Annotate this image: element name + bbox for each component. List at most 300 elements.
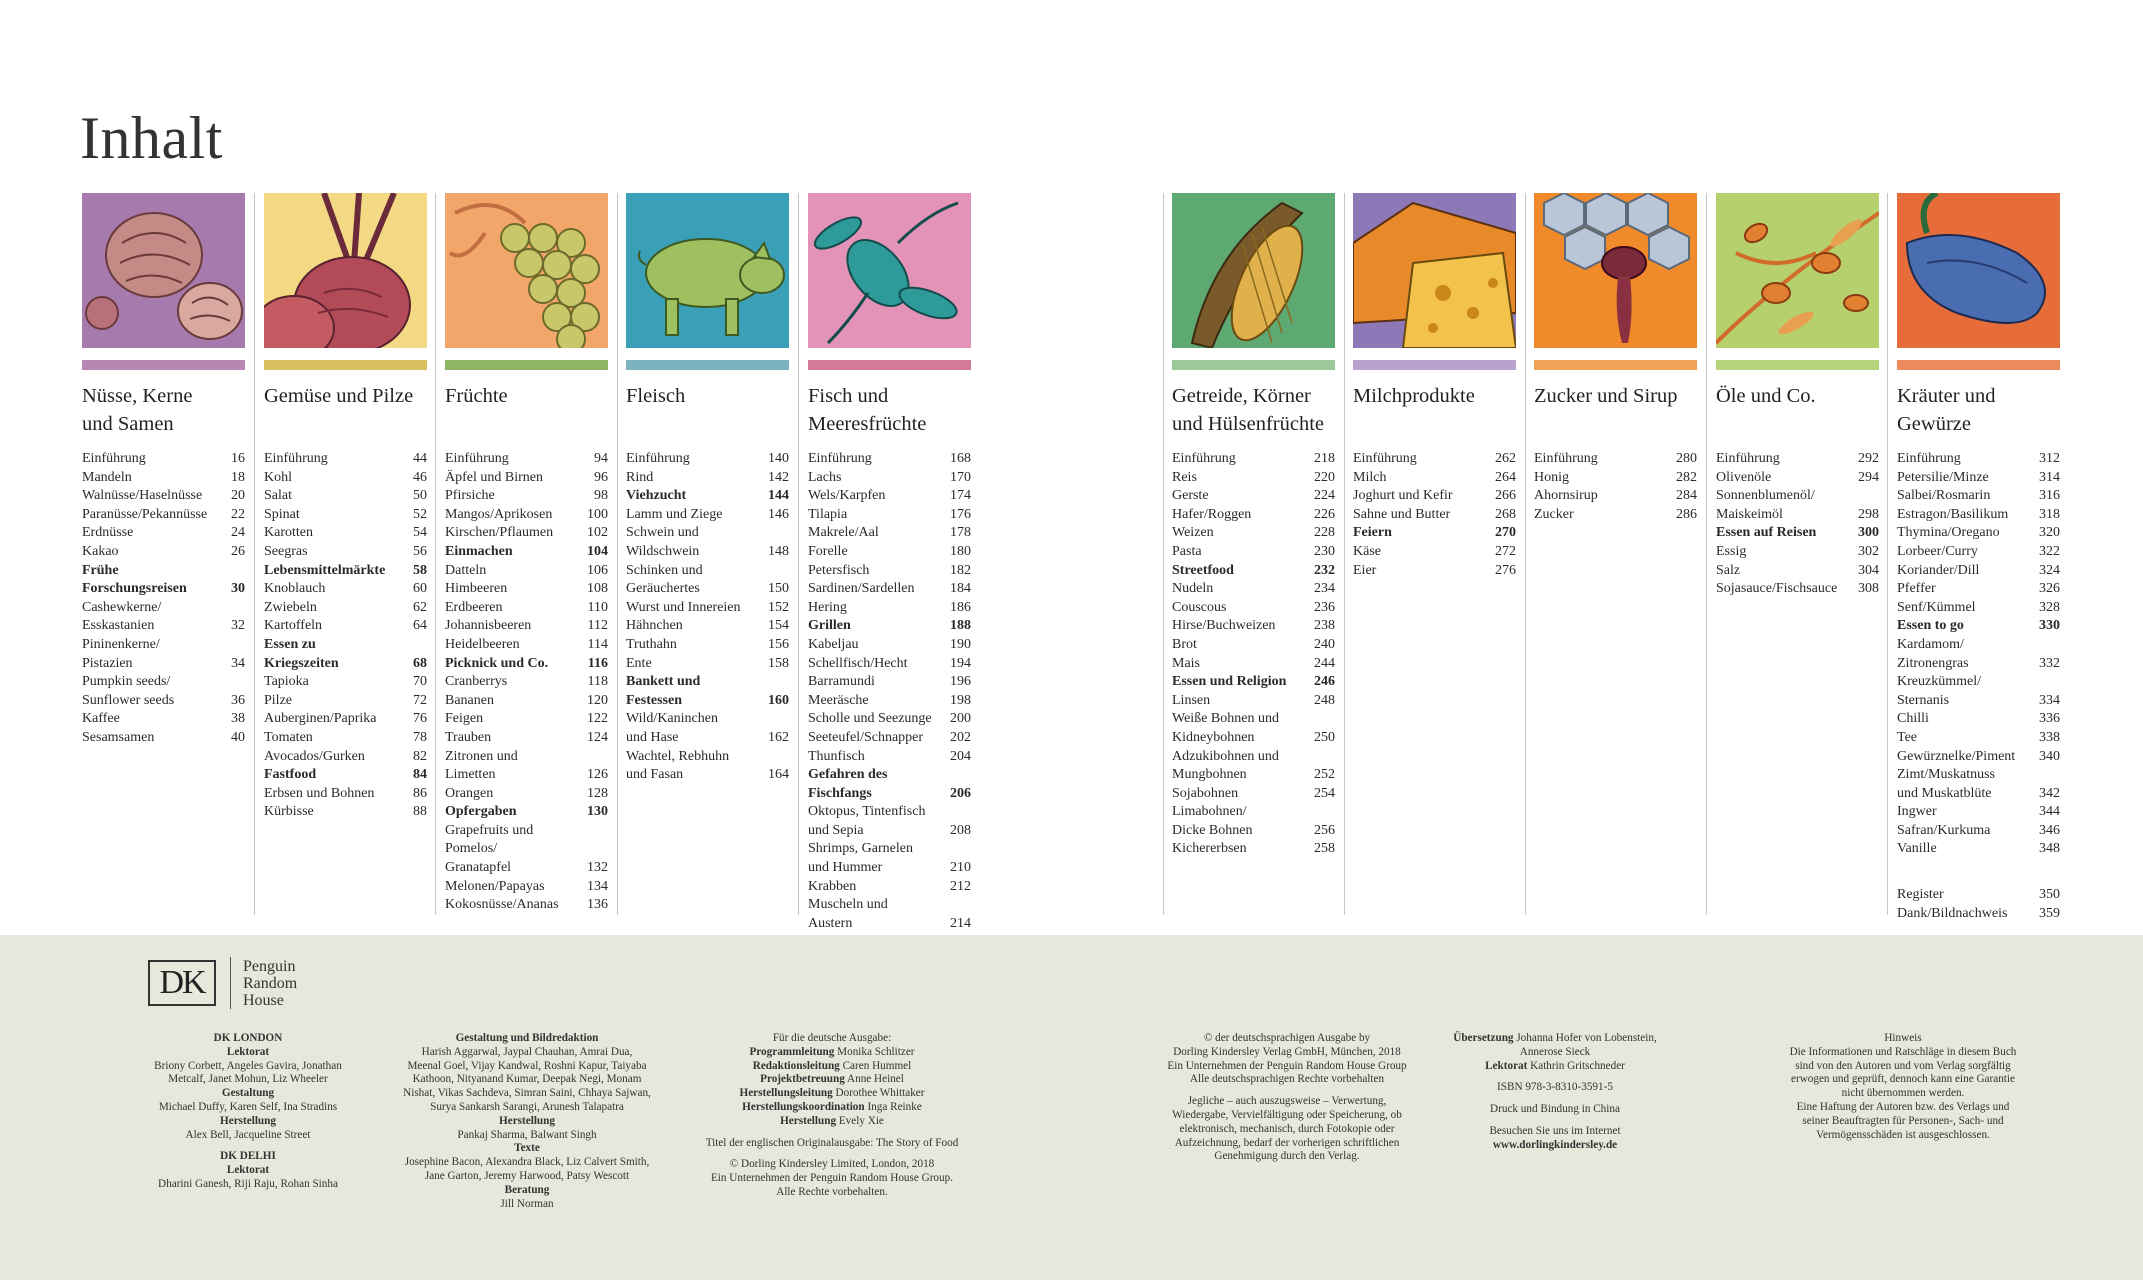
- toc-entry-label: Hafer/Roggen: [1172, 506, 1252, 522]
- toc-entry-label: Tee: [1897, 729, 1918, 745]
- toc-entry-page: 348: [2039, 841, 2060, 857]
- toc-entry-label: Grapefruits und Pomelos/ Granatapfel: [445, 822, 534, 876]
- toc-entry-page: 18: [231, 469, 245, 485]
- toc-entry: [445, 469, 608, 488]
- toc-entry-label: Brot: [1172, 636, 1197, 652]
- credits-line: Michael Duffy, Karen Self, Ina Stradins: [158, 1100, 338, 1113]
- section-color-bar: [808, 360, 971, 370]
- section-title: Milchprodukte: [1353, 385, 1475, 407]
- toc-entry-label: Trauben: [445, 729, 492, 745]
- toc-entry: [626, 599, 789, 618]
- toc-entry: [626, 710, 789, 747]
- toc-entry-page: 208: [950, 822, 971, 838]
- credits-spacer: [1440, 1073, 1670, 1081]
- toc-entry-label: Essen to go: [1897, 618, 1964, 634]
- toc-entry-page: 84: [413, 767, 427, 783]
- credits-line: Nishat, Vikas Sachdeva, Simran Saini, Chhaya Sajwan,: [403, 1087, 651, 1100]
- toc-entry: [626, 469, 789, 488]
- toc-entry-label: Kreuzkümmel/ Sternanis: [1897, 674, 1981, 708]
- toc-entry: [1172, 599, 1335, 618]
- toc-entry: [82, 599, 245, 636]
- toc-entry-label: Gefahren des Fischfangs: [808, 767, 888, 801]
- toc-entry-page: 232: [1314, 562, 1335, 578]
- toc-entry-label: Pumpkin seeds/ Sunflower seeds: [82, 674, 175, 708]
- toc-entry-page: 82: [413, 748, 427, 764]
- toc-entry-page: 40: [231, 729, 245, 745]
- toc-entry-page: 292: [1858, 451, 1879, 466]
- section-color-bar: [1172, 360, 1335, 370]
- toc-entry-label: Knoblauch: [264, 581, 326, 597]
- toc-entry: [626, 673, 789, 710]
- toc-entry-page: 112: [587, 618, 608, 634]
- toc-entry-page: 224: [1314, 488, 1335, 504]
- toc-entry: [1897, 886, 2060, 905]
- toc-entry-label: Einführung: [445, 451, 509, 466]
- toc-entry: [1897, 506, 2060, 525]
- section-color-bar: [626, 360, 789, 370]
- toc-entry-label: Pasta: [1172, 543, 1202, 559]
- credits-line: Surya Sankarsh Sarangi, Arunesh Talapatra: [430, 1100, 624, 1113]
- toc-entry: [445, 710, 608, 729]
- toc-entry-label: Kokosnüsse/Ananas: [445, 897, 559, 913]
- toc-entry-label: Einmachen: [445, 543, 513, 559]
- credits-line: Briony Corbett, Angeles Gavira, Jonathan: [154, 1059, 342, 1072]
- toc-entry-label: Lamm und Ziege: [626, 506, 723, 522]
- credits-spacer: [682, 1129, 982, 1137]
- credits-role: Übersetzung: [1453, 1032, 1514, 1044]
- toc-entry: [1172, 673, 1335, 692]
- section-3: [445, 193, 608, 915]
- toc-entry-label: Hirse/Buchweizen: [1172, 618, 1276, 634]
- toc-entry-page: 126: [587, 767, 608, 783]
- section-title: Fisch und Meeresfrüchte: [808, 385, 927, 435]
- credits-line: [682, 1115, 982, 1129]
- toc-entry-page: 76: [413, 711, 427, 727]
- toc-entry-label: Mandeln: [82, 469, 132, 485]
- toc-entry: [808, 524, 971, 543]
- toc-entry-page: 24: [231, 525, 245, 541]
- toc-entry: [445, 617, 608, 636]
- toc-entry-page: 134: [587, 878, 608, 894]
- credits-line: ISBN 978-3-8310-3591-5: [1497, 1081, 1613, 1094]
- credits-line: [682, 1073, 982, 1087]
- toc-entry: [445, 562, 608, 581]
- credits-line: nicht übernommen werden.: [1841, 1087, 1965, 1100]
- toc-entry-label: Schinken und Geräuchertes: [626, 562, 703, 597]
- toc-entry: [264, 469, 427, 488]
- credits-line: Wiedergabe, Vervielfältigung oder Speicherung, ob: [1172, 1108, 1402, 1121]
- toc-entry-page: 180: [950, 543, 971, 559]
- toc-entry-page: 284: [1676, 488, 1697, 504]
- credits-role: Programmleitung: [749, 1045, 835, 1058]
- credits-line: [1440, 1032, 1670, 1046]
- toc-entry: [264, 506, 427, 525]
- toc-entry-label: Adzukibohnen und Mungbohnen: [1172, 748, 1279, 783]
- toc-entry-page: 116: [587, 655, 608, 671]
- toc-entry-page: 164: [768, 767, 789, 783]
- section-title: Gemüse und Pilze: [264, 385, 414, 407]
- toc-entry-label: Tomaten: [264, 729, 313, 745]
- toc-entry-label: Fastfood: [264, 767, 317, 783]
- toc-entry: [1172, 748, 1335, 785]
- toc-entry-page: 240: [1314, 636, 1335, 652]
- penguin-random-house-logo: Penguin Random House: [243, 957, 298, 1009]
- toc-entry: [1897, 636, 2060, 673]
- toc-entry-page: 62: [413, 599, 427, 615]
- toc-entry-label: Tapioka: [264, 674, 309, 690]
- credits-name: Inga Reinke: [864, 1100, 922, 1113]
- toc-entry-label: Sesamsamen: [82, 729, 155, 745]
- section-9: [1716, 193, 1879, 599]
- toc-entry-page: 78: [413, 729, 427, 745]
- credits-line: DK LONDON: [213, 1032, 283, 1044]
- toc-entry-label: Orangen: [445, 785, 494, 801]
- toc-entry-page: 264: [1495, 469, 1516, 485]
- toc-entry-page: 32: [231, 618, 245, 634]
- toc-entry-label: Bankett und Festessen: [626, 674, 701, 708]
- toc-entry: [445, 655, 608, 674]
- credits-line: Alle Rechte vorbehalten.: [776, 1185, 888, 1198]
- toc-entry: [808, 840, 971, 877]
- toc-entry-page: 136: [587, 897, 608, 913]
- toc-entry-page: 334: [2039, 692, 2060, 708]
- toc-entry-page: 236: [1314, 599, 1335, 615]
- section-color-bar: [264, 360, 427, 370]
- toc-entry: [808, 878, 971, 897]
- toc-entry-label: Salat: [264, 488, 292, 504]
- toc-entry: [445, 599, 608, 618]
- toc-entry-page: 228: [1314, 525, 1335, 541]
- toc-entry-label: Ahornsirup: [1534, 488, 1598, 504]
- credits-line: Genehmigung durch den Verlag.: [1214, 1150, 1360, 1163]
- toc-entry-label: Einführung: [808, 451, 872, 466]
- toc-entry: [445, 822, 608, 878]
- toc-entry-page: 46: [413, 469, 427, 485]
- toc-entry-label: Weizen: [1172, 525, 1214, 541]
- toc-entry: [82, 543, 245, 562]
- toc-entry-label: Einführung: [82, 451, 146, 466]
- toc-entry: [1353, 450, 1516, 469]
- toc-entry-label: Feigen: [445, 711, 484, 727]
- toc-entry-page: 256: [1314, 822, 1335, 838]
- toc-entry-page: 88: [413, 804, 427, 820]
- credits-line: Pankaj Sharma, Balwant Singh: [457, 1128, 597, 1141]
- toc-entry-label: Erdnüsse: [82, 525, 134, 541]
- section-title: Nüsse, Kerne und Samen: [82, 385, 193, 435]
- toc-entry-page: 300: [1858, 525, 1879, 541]
- toc-entry-label: Pfeffer: [1897, 581, 1936, 597]
- toc-entry-label: Ingwer: [1897, 804, 1937, 820]
- toc-entry-label: Feiern: [1353, 525, 1392, 541]
- toc-entry-page: 158: [768, 655, 789, 671]
- toc-entry-page: 304: [1858, 562, 1879, 578]
- toc-entry: [626, 562, 789, 599]
- toc-entry-page: 16: [231, 451, 245, 466]
- toc-entry-page: 294: [1858, 469, 1879, 485]
- toc-entry: [1172, 617, 1335, 636]
- toc-entry-label: Olivenöle: [1716, 469, 1772, 485]
- toc-entry: [1172, 636, 1335, 655]
- toc-entry-label: Dank/Bildnachweis: [1897, 905, 2008, 921]
- credits-column-2: [372, 1032, 682, 1211]
- toc-entry-label: Couscous: [1172, 599, 1227, 615]
- toc-entry-page: 258: [1314, 841, 1335, 857]
- toc-entry-label: Rind: [626, 469, 654, 485]
- toc-entry: [264, 599, 427, 618]
- toc-entry-page: 238: [1314, 618, 1335, 634]
- credits-role: Projektbetreuung: [760, 1073, 845, 1086]
- corn-illustration: [1172, 193, 1335, 348]
- toc-entry-label: Kabeljau: [808, 636, 859, 652]
- toc-entry-page: 176: [950, 506, 971, 522]
- toc-entry-label: Mais: [1172, 655, 1200, 671]
- toc-entry-label: Sahne und Butter: [1353, 506, 1451, 522]
- toc-entry-label: Sonnenblumenöl/ Maiskeimöl: [1716, 488, 1815, 522]
- toc-entry-label: Salbei/Rosmarin: [1897, 488, 1991, 504]
- toc-entry-page: 254: [1314, 785, 1335, 801]
- toc-entry: [1353, 487, 1516, 506]
- toc-entry-label: Zwiebeln: [264, 599, 317, 615]
- toc-entry-label: Seegras: [264, 543, 308, 559]
- credits-role: Lektorat: [1485, 1059, 1528, 1072]
- toc-entry: [445, 803, 608, 822]
- toc-entry: [808, 803, 971, 840]
- toc-entry: [82, 506, 245, 525]
- toc-entry-label: Chilli: [1897, 711, 1929, 727]
- credits-line: DK DELHI: [220, 1150, 276, 1163]
- toc-entry-page: 200: [950, 711, 971, 727]
- toc-entry-page: 214: [950, 915, 971, 931]
- credits-column-1: [148, 1032, 348, 1192]
- toc-entry-label: Auberginen/Paprika: [264, 711, 377, 727]
- column-divider: [1525, 193, 1526, 915]
- section-6: [1172, 193, 1335, 859]
- toc-entry-page: 146: [768, 506, 789, 522]
- column-divider: [617, 193, 618, 915]
- toc-entry-label: Einführung: [264, 451, 328, 466]
- toc-entry-label: Sojasauce/Fischsauce: [1716, 581, 1838, 597]
- dk-logo-mark: DK: [148, 960, 216, 1006]
- toc-entry-page: 30: [231, 581, 245, 597]
- toc-entry-list: [1353, 450, 1516, 580]
- toc-entry-label: Scholle und Seezunge: [808, 711, 932, 727]
- toc-entry-label: Meeräsche: [808, 692, 869, 708]
- toc-entry: [1534, 469, 1697, 488]
- toc-entry: [1353, 543, 1516, 562]
- toc-entry-page: 168: [950, 451, 971, 466]
- credits-line: Für die deutsche Ausgabe:: [772, 1032, 892, 1044]
- toc-entry-label: Cashewkerne/ Esskastanien: [82, 599, 162, 634]
- toc-entry: [1172, 803, 1335, 840]
- toc-entry-label: Wachtel, Rebhuhn und Fasan: [626, 748, 730, 783]
- credits-column-6: [1758, 1032, 2048, 1142]
- toc-entry-page: 26: [231, 543, 245, 559]
- toc-entry: [1172, 487, 1335, 506]
- toc-entry: [1172, 710, 1335, 747]
- toc-entry-page: 128: [587, 785, 608, 801]
- toc-entry-page: 118: [587, 674, 608, 690]
- toc-entry: [264, 636, 427, 673]
- column-divider: [1344, 193, 1345, 915]
- toc-entry-label: Kakao: [82, 543, 119, 559]
- toc-entry-page: 96: [594, 469, 608, 485]
- toc-entry: [1897, 617, 2060, 636]
- toc-entry: [264, 543, 427, 562]
- toc-entry-page: 250: [1314, 729, 1335, 745]
- credits-line: Herstellung: [499, 1114, 555, 1127]
- toc-entry-label: Avocados/Gurken: [264, 748, 365, 764]
- toc-entry: [1172, 543, 1335, 562]
- toc-entry-page: 50: [413, 488, 427, 504]
- credits-line: Aufzeichnung, bedarf der vorherigen schriftlichen: [1174, 1136, 1400, 1149]
- toc-entry-label: Einführung: [1534, 451, 1598, 466]
- toc-entry-page: 326: [2039, 581, 2060, 597]
- credits-line: Alex Bell, Jacqueline Street: [185, 1128, 311, 1141]
- toc-entry-list: [445, 450, 608, 915]
- toc-entry-page: 174: [950, 488, 971, 504]
- logo-separator: [230, 957, 231, 1009]
- toc-entry: [1353, 562, 1516, 581]
- toc-entry-page: 72: [413, 692, 427, 708]
- toc-entry-page: 280: [1676, 451, 1697, 466]
- toc-entry: [445, 543, 608, 562]
- toc-entry: [264, 748, 427, 767]
- section-10: [1897, 193, 2060, 923]
- toc-entry: [1353, 469, 1516, 488]
- section-title: Öle und Co.: [1716, 385, 1816, 407]
- toc-entry-label: Einführung: [1897, 451, 1961, 466]
- toc-entry-label: Grillen: [808, 618, 851, 634]
- toc-entry-label: Schellfisch/Hecht: [808, 655, 908, 671]
- toc-entry: [1353, 506, 1516, 525]
- toc-entry-page: 276: [1495, 562, 1516, 578]
- toc-entry: [1172, 524, 1335, 543]
- toc-entry-label: Frühe Forschungsreisen: [82, 562, 187, 597]
- toc-entry-label: Datteln: [445, 562, 487, 578]
- toc-entry-list: [1172, 450, 1335, 859]
- toc-entry: [82, 450, 245, 469]
- toc-entry: [1897, 748, 2060, 767]
- credits-line: Kathoon, Nityanand Kumar, Deepak Negi, Monam: [412, 1073, 642, 1086]
- toc-entry-page: 252: [1314, 767, 1335, 783]
- toc-entry: [808, 748, 971, 767]
- toc-entry-page: 186: [950, 599, 971, 615]
- toc-entry: [1716, 469, 1879, 488]
- credits-line: Ein Unternehmen der Penguin Random House Group: [1167, 1059, 1407, 1072]
- lobster-illustration: [808, 193, 971, 348]
- credits-column-5: [1440, 1032, 1670, 1153]
- toc-entry-label: Essen zu Kriegszeiten: [264, 636, 339, 671]
- toc-entry-label: Shrimps, Garnelen und Hummer: [808, 841, 913, 876]
- toc-entry: [808, 580, 971, 599]
- credits-line: Meenal Goel, Vijay Kandwal, Roshni Kapur, Taiyaba: [407, 1059, 647, 1072]
- credits-line: Texte: [514, 1142, 540, 1155]
- toc-entry-label: Einführung: [1172, 451, 1236, 466]
- toc-entry-page: 86: [413, 785, 427, 801]
- toc-entry: [1534, 487, 1697, 506]
- toc-entry-page: 322: [2039, 543, 2060, 559]
- credits-name: Dorothee Whittaker: [832, 1087, 925, 1100]
- toc-entry: [626, 655, 789, 674]
- toc-entry: [445, 487, 608, 506]
- credits-line: Lektorat: [226, 1164, 270, 1177]
- toc-entry-label: Kaffee: [82, 711, 120, 727]
- toc-entry-page: 36: [231, 692, 245, 708]
- toc-entry-label: Tilapia: [808, 506, 848, 522]
- credits-line: [682, 1087, 982, 1101]
- olives-illustration: [1716, 193, 1879, 348]
- section-5: [808, 193, 971, 933]
- toc-entry-page: 188: [950, 618, 971, 634]
- toc-entry-label: Wild/Kaninchen und Hase: [626, 711, 718, 745]
- section-color-bar: [1716, 360, 1879, 370]
- toc-entry: [445, 785, 608, 804]
- toc-entry: [445, 729, 608, 748]
- toc-entry-page: 160: [768, 692, 789, 708]
- toc-entry-page: 320: [2039, 525, 2060, 541]
- toc-entry-page: 212: [950, 878, 971, 894]
- credits-line: © der deutschsprachigen Ausgabe by: [1203, 1032, 1371, 1044]
- toc-entry: [1534, 450, 1697, 469]
- toc-entry-label: Vanille: [1897, 841, 1937, 857]
- toc-entry-page: 68: [413, 655, 427, 671]
- toc-entry-page: 124: [587, 729, 608, 745]
- toc-entry-page: 20: [231, 488, 245, 504]
- toc-entry: [1716, 450, 1879, 469]
- section-title: Kräuter und Gewürze: [1897, 385, 1996, 435]
- toc-entry-page: 152: [768, 599, 789, 615]
- toc-entry-label: Opfergaben: [445, 804, 517, 820]
- toc-entry-label: Petersilie/Minze: [1897, 469, 1989, 485]
- toc-entry: [264, 673, 427, 692]
- toc-entry: [82, 562, 245, 599]
- toc-entry-label: Melonen/Papayas: [445, 878, 545, 894]
- credits-line: erwogen und geprüft, dennoch kann eine Garantie: [1791, 1073, 2015, 1086]
- credits-name: Monika Schlitzer: [834, 1045, 915, 1058]
- toc-entry-label: Johannisbeeren: [445, 618, 532, 634]
- toc-entry-page: 328: [2039, 599, 2060, 615]
- toc-entry: [808, 673, 971, 692]
- toc-entry-page: 244: [1314, 655, 1335, 671]
- toc-entry-page: 120: [587, 692, 608, 708]
- toc-entry-label: Picknick und Co.: [445, 655, 549, 671]
- section-color-bar: [1897, 360, 2060, 370]
- toc-entry-list: [808, 450, 971, 933]
- toc-entry: [1897, 469, 2060, 488]
- toc-entry-page: 194: [950, 655, 971, 671]
- toc-entry-label: Estragon/Basilikum: [1897, 506, 2009, 522]
- toc-entry-page: 336: [2039, 711, 2060, 727]
- toc-entry-page: 246: [1314, 674, 1335, 690]
- toc-entry-page: 220: [1314, 469, 1335, 485]
- toc-entry-page: 350: [2039, 887, 2060, 903]
- page-title: Inhalt: [80, 105, 223, 171]
- toc-entry-label: Reis: [1172, 469, 1197, 485]
- toc-entry-page: 94: [594, 451, 608, 466]
- credits-spacer: [1440, 1117, 1670, 1125]
- toc-entry-page: 190: [950, 636, 971, 652]
- toc-entry: [264, 580, 427, 599]
- credits-line: Dorling Kindersley Verlag GmbH, München, 2018: [1173, 1045, 1401, 1058]
- credits-name: Anne Heinel: [844, 1073, 904, 1086]
- toc-entry-page: 312: [2039, 451, 2060, 466]
- toc-entry: [1897, 562, 2060, 581]
- toc-entry-label: Kardamom/ Zitronengras: [1897, 636, 1969, 671]
- toc-entry-list: [626, 450, 789, 785]
- toc-entry: [445, 524, 608, 543]
- toc-entry-page: 266: [1495, 488, 1516, 504]
- toc-entry-page: 248: [1314, 692, 1335, 708]
